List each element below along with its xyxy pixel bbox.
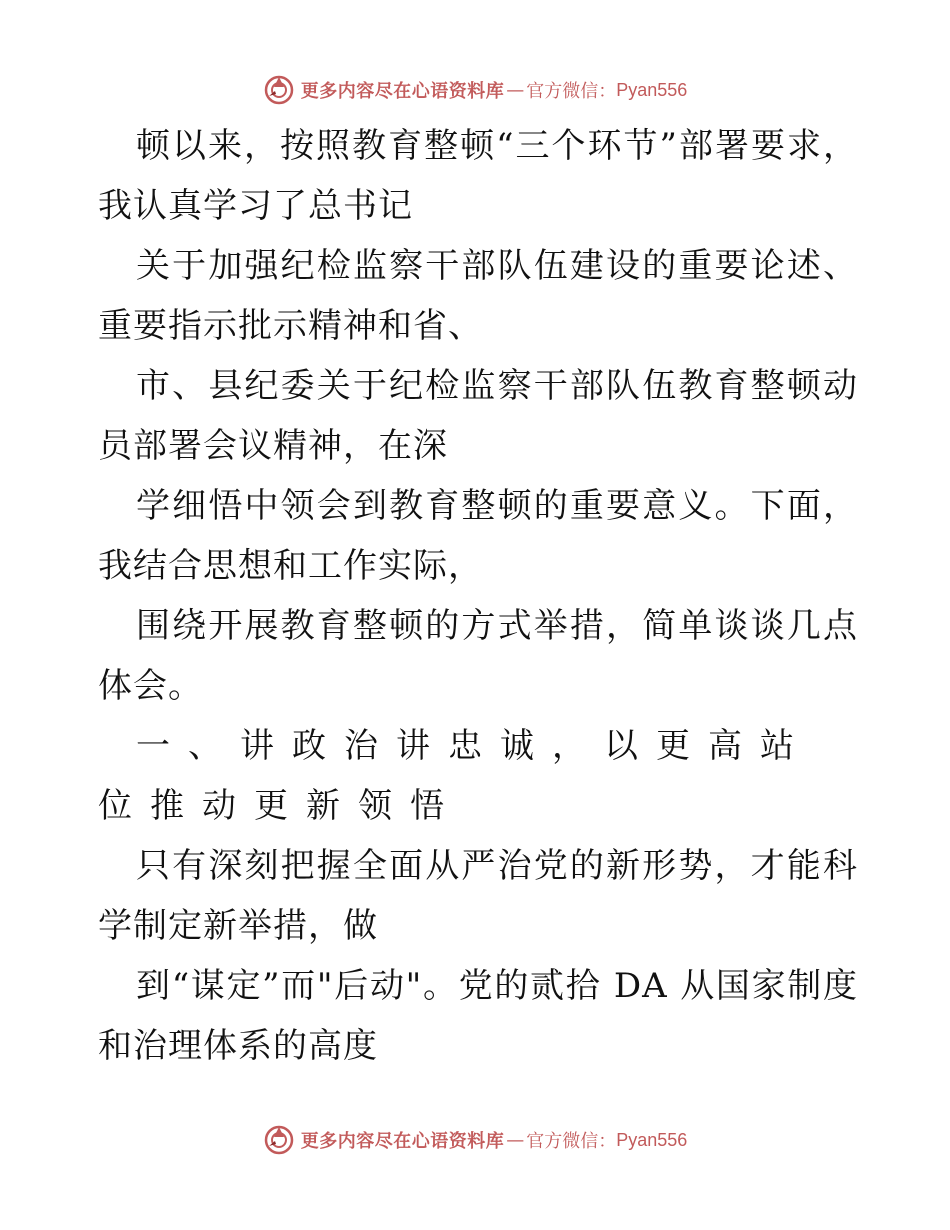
logo-icon — [263, 74, 295, 106]
watermark-text: 更多内容尽在心语资料库 — [300, 1131, 505, 1152]
watermark-account: Pyan556 — [616, 1129, 688, 1150]
paragraph-3: 市、县纪委关于纪检监察干部队伍教育整顿动员部署会议精神，在深 — [98, 366, 858, 466]
paragraph-7: 到“谋定”而"后动"。党的贰拾 DA 从国家制度和治理体系的高度 — [98, 966, 858, 1066]
paragraph-4: 学细悟中领会到教育整顿的重要意义。下面，我结合思想和工作实际， — [98, 486, 858, 586]
watermark-dash: — — [506, 79, 525, 101]
header-watermark — [0, 72, 950, 108]
footer-watermark — [0, 1122, 950, 1158]
watermark-dash: — — [506, 1129, 525, 1151]
paragraph-1: 顿以来，按照教育整顿“三个环节”部署要求，我认真学习了总书记 — [98, 126, 858, 226]
watermark-wechat-label: 官方微信： — [526, 1131, 617, 1152]
paragraph-2: 关于加强纪检监察干部队伍建设的重要论述、重要指示批示精神和省、 — [98, 246, 858, 346]
paragraph-6: 只有深刻把握全面从严治党的新形势，才能科学制定新举措，做 — [98, 846, 858, 946]
watermark-text: 更多内容尽在心语资料库 — [300, 81, 505, 102]
logo-icon — [263, 1124, 295, 1156]
paragraph-5: 围绕开展教育整顿的方式举措，简单谈谈几点体会。 — [98, 606, 858, 706]
watermark-account: Pyan556 — [616, 79, 688, 100]
section-heading-1: 一、讲政治讲忠诚，以更高站位推动更新领悟 — [98, 726, 812, 826]
document-body — [98, 116, 858, 1076]
watermark-wechat-label: 官方微信： — [526, 81, 617, 102]
